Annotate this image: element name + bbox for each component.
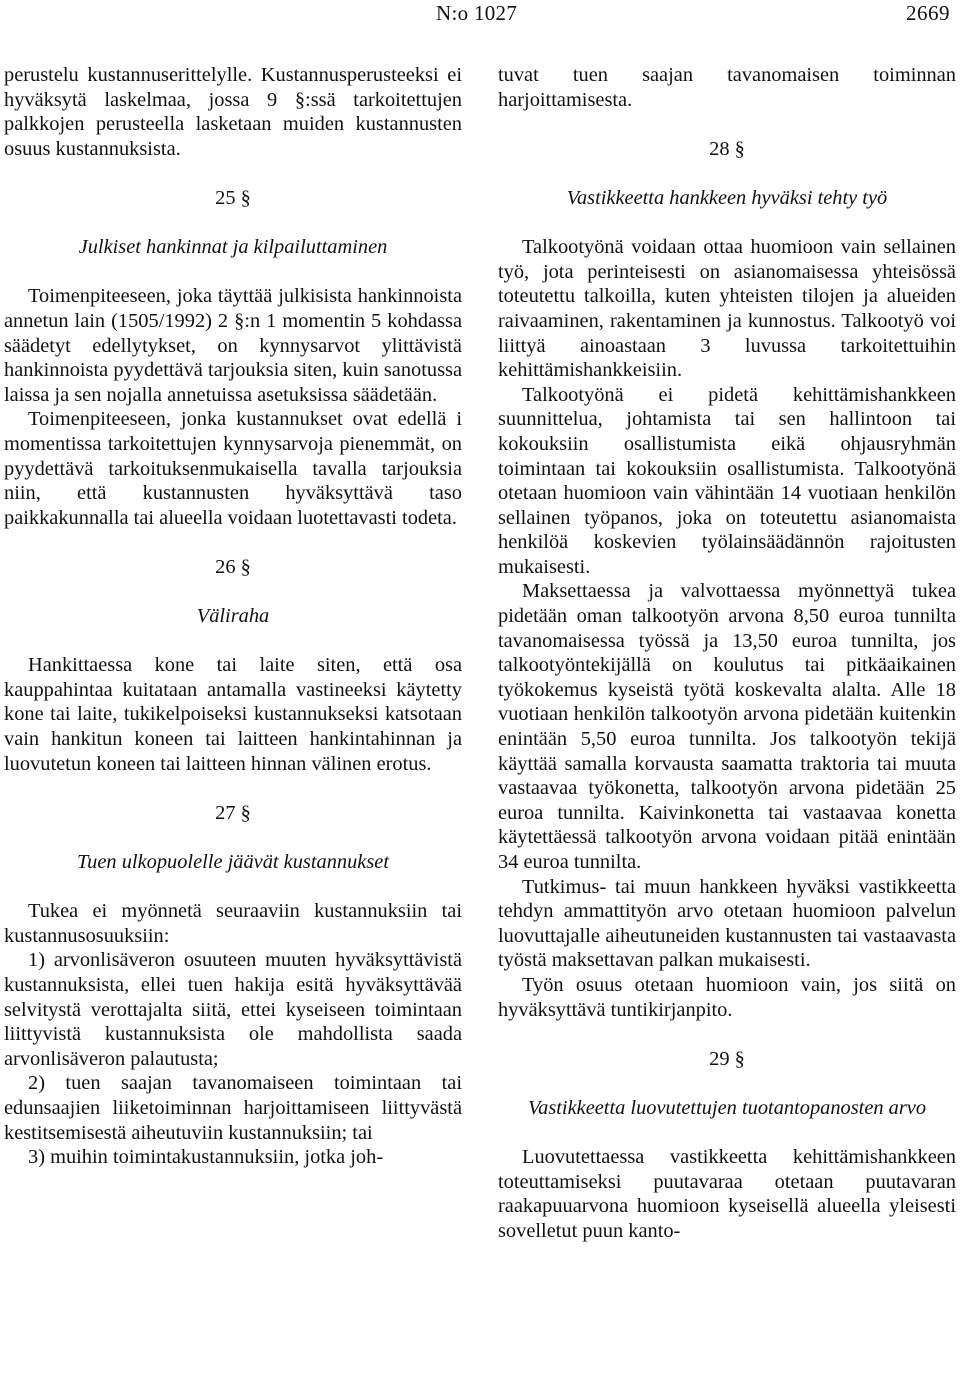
section-28-number: 28 § (709, 137, 745, 160)
section-25-title: Julkiset hankinnat ja kilpailuttaminen (78, 236, 388, 259)
left-column (4, 63, 462, 1170)
page-header (0, 0, 960, 30)
paragraph-continued: tuvat tuen saajan tavanomaisen toiminnan harjoittamisesta. (498, 64, 956, 111)
section-26-title: Väliraha (196, 605, 270, 628)
section-28-paragraph-3: Maksettaessa ja valvottaessa myönnettyä tukea pidetään oman talkootyön arvona 8,50 euroa tunnilta tavanomaisessa työssä ja 13,50 euroa tunnilta, jos talkootyöntekijällä on koulutus tai pitkäaikainen työkokemus kyseistä työtä koskevalta alalta. Alle 18 vuotiaan henkilön talkootyön arvona pidetään kuitenkin enintään 5,50 euroa tunnilta. Jos talkootyön tekijä käyttää samalla korvausta saamatta traktoria tai muuta vastaavaa työkonetta, talkootyön arvona pidetään 25 euroa tunnilta. Kaivinkonetta tai vastaavaa konetta käytettäessä talkootyön arvona voidaan pitää enintään 34 euroa tunnilta. (498, 580, 956, 873)
section-28-paragraph-2: Talkootyönä ei pidetä kehittämishankkeen suunnittelua, johtamista tai sen hallintoon tai kokouksiin osallistumista eikä ohjausryhmän toimintaan tai kokouksiin osallistumista. Talkootyönä otetaan huomioon vain vähintään 14 vuotiaan henkilön sellainen työpanos, joka on toteutettu asianomaista henkilöä koskevien työlainsäädännön rajoitusten mukaisesti. (498, 383, 956, 578)
section-29-paragraph-1: Luovutettaessa vastikkeetta kehittämishankkeen toteuttamiseksi puutavaraa otetaan puutavaran raakapuuarvona huomioon kyseisellä alueella yleisesti sovelletut puun kanto- (498, 1146, 956, 1242)
section-27-item-1: 1) arvonlisäveron osuuteen muuten hyväksyttävistä kustannuksista, ellei tuen hakija esitä hyväksyttävää selvitystä verottajalta siitä, ettei kyseiseen toimintaan liittyvistä kustannuksista ole mahdollista saada arvonlisäveron palautusta; (4, 949, 462, 1070)
section-25-number: 25 § (215, 186, 251, 209)
page-number: 2669 (906, 1, 950, 25)
paragraph-continued: perustelu kustannuserittelylle. Kustannusperusteeksi ei hyväksytä laskelmaa, jossa 9 §:ssä tarkoitettujen palkkojen perusteella lasketaan muiden kustannusten osuus kustannuksista. (4, 64, 462, 160)
section-27-item-3: 3) muihin toimintakustannuksiin, jotka joh- (28, 1146, 384, 1169)
section-28-title: Vastikkeetta hankkeen hyväksi tehty työ (566, 186, 888, 209)
section-29-title: Vastikkeetta luovutettujen tuotantopanosten arvo (527, 1096, 927, 1119)
section-26-number: 26 § (215, 555, 251, 578)
section-27-item-2: 2) tuen saajan tavanomaiseen toimintaan tai edunsaajien liiketoiminnan harjoittamiseen liittyvästä kestitsemisestä aiheutuviin kustannuksiin; tai (4, 1072, 462, 1144)
page-reference: N:o 1027 (436, 1, 518, 25)
section-27-number: 27 § (215, 801, 251, 824)
section-27-paragraph-1: Tukea ei myönnetä seuraaviin kustannuksiin tai kustannusosuuksiin: (4, 900, 462, 947)
section-25-paragraph-2: Toimenpiteeseen, jonka kustannukset ovat edellä i momentissa tarkoitettujen kynnysarvoja pienemmät, on pyydettävä tarkoituksenmukaisella tavalla tarjouksia niin, että kustannusten hyväksyttävä taso paikkakunnalla tai alueella voidaan luotettavasti todeta. (4, 408, 462, 529)
section-27-title: Tuen ulkopuolelle jäävät kustannukset (76, 851, 390, 873)
right-column (498, 63, 956, 1244)
section-28-paragraph-4: Tutkimus- tai muun hankkeen hyväksi vastikkeetta tehdyn ammattityön arvo otetaan huomioon palvelun luovuttajalle aiheutuneiden kustannusten tai vastaavasta työstä maksettavan palkan mukaisesti. (498, 875, 956, 972)
section-28-paragraph-5: Työn osuus otetaan huomioon vain, jos siitä on hyväksyttävä tuntikirjanpito. (498, 973, 956, 1021)
section-25-paragraph-1: Toimenpiteeseen, joka täyttää julkisista hankinnoista annetun lain (1505/1992) 2 §:n 1 momentin 5 kohdassa säädetyt edellytykset, on kynnysarvot ylittävistä hankinnoista pyydettävä tarjouksia siten, kuin sanotussa laissa ja sen nojalla annetuissa asetuksissa säädetään. (4, 285, 462, 406)
section-28-paragraph-1: Talkootyönä voidaan ottaa huomioon vain sellainen työ, jota perinteisesti on asianomaisessa yhteisössä toteutettu talkoilla, kuten yhteisten tilojen ja alueiden raivaaminen, rakentaminen ja kunnostus. Talkootyö voi liittyä ainoastaan 3 luvussa tarkoitettuihin kehittämishankkeisiin. (498, 236, 956, 382)
section-29-number: 29 § (709, 1047, 745, 1070)
section-26-paragraph-1: Hankittaessa kone tai laite siten, että osa kauppahintaa kuitataan antamalla vastineeksi käytetty kone tai laite, tukikelpoiseksi kustannukseksi katsotaan vain hankitun koneen tai laitteen hankintahinnan ja luovutetun koneen tai laitteen hinnan välinen erotus. (4, 654, 462, 775)
